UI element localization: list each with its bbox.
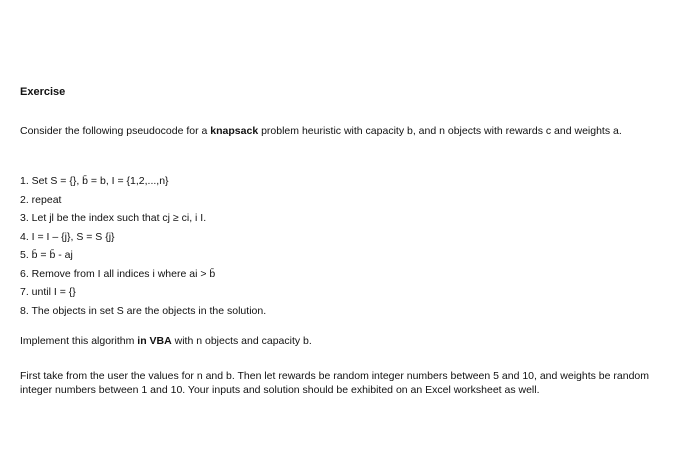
pseudocode-step-2: 2. repeat [20,193,62,206]
implement-keyword-vba: in VBA [137,335,172,347]
intro-paragraph [20,124,670,138]
pseudocode-step-3: 3. Let jl be the index such that cj ≥ ci, i I. [20,212,207,224]
intro-keyword-knapsack: knapsack [210,125,259,137]
pseudocode-steps [20,172,266,320]
intro-text-end: problem heuristic with capacity b, and n objects with rewards c and weights a. [258,125,622,137]
exercise-title: Exercise [20,86,66,98]
pseudocode-step-5: 5. b̄ = b̄ - aj [20,249,73,261]
pseudocode-step-8: 8. The objects in set S are the objects in the solution. [20,304,267,317]
implement-paragraph [20,334,312,348]
implement-text-start: Implement this algorithm [20,335,138,347]
intro-text-start: Consider the following pseudocode for a [20,125,211,137]
pseudocode-step-1: 1. Set S = {}, b̄ = b, I = {1,2,...,n} [20,175,169,187]
pseudocode-step-6: 6. Remove from I all indices i where ai > b̄ [20,267,216,280]
implement-text-end: with n objects and capacity b. [171,335,312,347]
instructions-paragraph: First take from the user the values for n and b. Then let rewards be random integer numbers between 5 and 10, and weights be random integer numbers between 1 and 10. Your inputs and solution should be exhibited on an Excel worksheet as well. [20,370,649,396]
pseudocode-step-4: 4. I = I – {j}, S = S {j} [20,230,115,243]
pseudocode-step-7: 7. until I = {} [20,286,76,298]
